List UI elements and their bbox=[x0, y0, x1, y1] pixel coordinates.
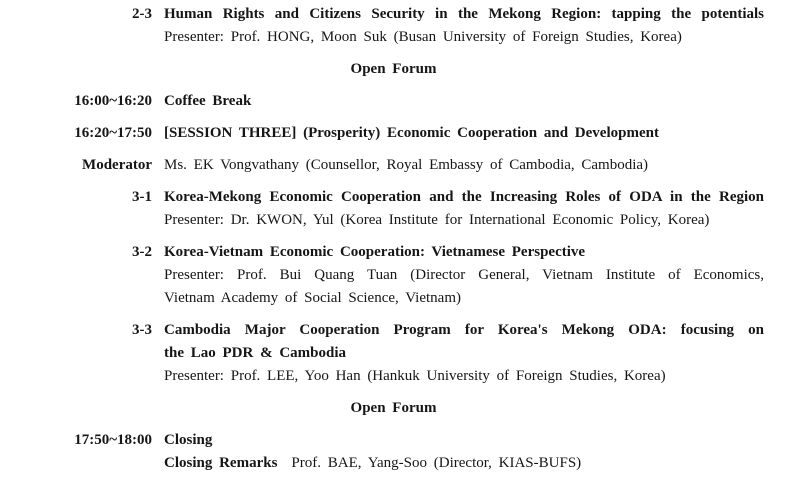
agenda-row-session-3-3 bbox=[0, 319, 787, 388]
session-title: Human Rights and Citizens Security in the Mekong Region: tapping the potentials bbox=[164, 6, 764, 22]
agenda-row-session-2-3 bbox=[0, 3, 787, 49]
moderator-line: Ms. EK Vongvathany (Counsellor, Royal Embassy of Cambodia, Cambodia) bbox=[164, 157, 649, 173]
time-label: 16:20~17:50 bbox=[74, 125, 152, 141]
session-body bbox=[164, 241, 764, 310]
agenda-row-session-three bbox=[0, 122, 787, 145]
session-number-label: 3-3 bbox=[132, 322, 152, 338]
session-body bbox=[164, 319, 764, 388]
closing-body bbox=[164, 429, 764, 475]
agenda-row-closing bbox=[0, 429, 787, 475]
moderator-label: Moderator bbox=[82, 157, 152, 173]
agenda-row-moderator bbox=[0, 154, 787, 177]
presenter-line: Presenter: Prof. LEE, Yoo Han (Hankuk University of Foreign Studies, Korea) bbox=[164, 368, 666, 384]
presenter-line-continued: Vietnam Academy of Social Science, Vietnam) bbox=[164, 290, 461, 306]
agenda-row-coffee-break bbox=[0, 90, 787, 113]
session-title: Korea-Vietnam Economic Cooperation: Vietnamese Perspective bbox=[164, 244, 586, 260]
session-title: Korea-Mekong Economic Cooperation and the Increasing Roles of ODA in the Region bbox=[164, 189, 764, 205]
presenter-line: Presenter: Prof. Bui Quang Tuan (Director General, Vietnam Institute of Economics, bbox=[164, 267, 764, 283]
session-title: Cambodia Major Cooperation Program for Korea's Mekong ODA: focusing on bbox=[164, 322, 764, 338]
session-number-label: 3-2 bbox=[132, 244, 152, 260]
closing-remarks-line bbox=[164, 452, 764, 475]
presenter-line: Presenter: Dr. KWON, Yul (Korea Institute for International Economic Policy, Korea) bbox=[164, 212, 710, 228]
closing-remarks-label: Closing Remarks bbox=[164, 455, 278, 471]
agenda-row-session-3-2 bbox=[0, 241, 787, 310]
open-forum-heading: Open Forum bbox=[350, 400, 437, 416]
session-title-continued: the Lao PDR & Cambodia bbox=[164, 345, 347, 361]
open-forum-heading: Open Forum bbox=[350, 61, 437, 77]
session-three-title: [SESSION THREE] (Prosperity) Economic Cooperation and Development bbox=[164, 125, 659, 141]
time-label: 16:00~16:20 bbox=[74, 93, 152, 109]
session-number-label: 2-3 bbox=[132, 6, 152, 22]
event-title: Closing bbox=[164, 432, 213, 448]
closing-remarks-text: Prof. BAE, Yang-Soo (Director, KIAS-BUFS) bbox=[291, 455, 582, 471]
session-number-label: 3-1 bbox=[132, 189, 152, 205]
event-title: Coffee Break bbox=[164, 93, 252, 109]
time-label: 17:50~18:00 bbox=[74, 432, 152, 448]
session-body bbox=[164, 186, 764, 232]
session-body bbox=[164, 3, 764, 49]
presenter-line: Presenter: Prof. HONG, Moon Suk (Busan University of Foreign Studies, Korea) bbox=[164, 29, 682, 45]
agenda-row-session-3-1 bbox=[0, 186, 787, 232]
